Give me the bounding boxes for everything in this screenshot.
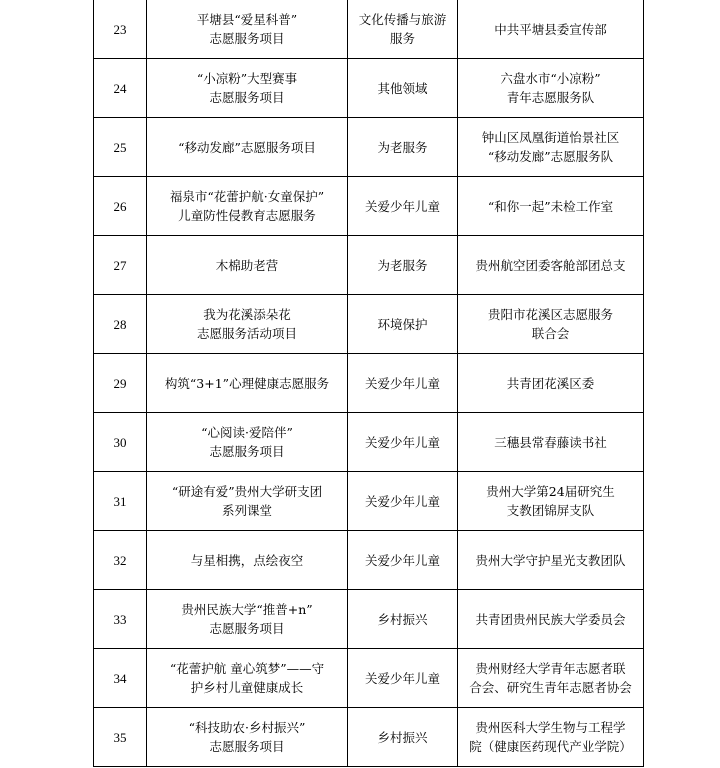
- row-number: 34: [94, 649, 147, 708]
- service-category: 乡村振兴: [348, 708, 458, 767]
- row-number: 23: [94, 0, 147, 59]
- row-number: 24: [94, 59, 147, 118]
- organization: 中共平塘县委宣传部: [458, 0, 644, 59]
- project-name: 与星相携，点绘夜空: [147, 531, 348, 590]
- organization: 贵州财经大学青年志愿者联 合会、研究生青年志愿者协会: [458, 649, 644, 708]
- project-name: 木棉助老营: [147, 236, 348, 295]
- organization: 贵州大学第24届研究生 支教团锦屏支队: [458, 472, 644, 531]
- service-category: 其他领域: [348, 59, 458, 118]
- table-row: [94, 649, 644, 708]
- organization: 贵州大学守护星光支教团队: [458, 531, 644, 590]
- service-category: 关爱少年儿童: [348, 354, 458, 413]
- organization: 贵阳市花溪区志愿服务 联合会: [458, 295, 644, 354]
- table-row: [94, 177, 644, 236]
- organization: 钟山区凤凰街道怡景社区 “移动发廊”志愿服务队: [458, 118, 644, 177]
- organization: 贵州医科大学生物与工程学 院（健康医药现代产业学院）: [458, 708, 644, 767]
- table-row: [94, 0, 644, 59]
- project-name: 我为花溪添朵花 志愿服务活动项目: [147, 295, 348, 354]
- table-body: [94, 0, 644, 767]
- organization: 共青团贵州民族大学委员会: [458, 590, 644, 649]
- row-number: 33: [94, 590, 147, 649]
- project-name: 构筑“3+1”心理健康志愿服务: [147, 354, 348, 413]
- table-row: [94, 413, 644, 472]
- organization: 六盘水市“小凉粉” 青年志愿服务队: [458, 59, 644, 118]
- project-name: “花蕾护航 童心筑梦”——守 护乡村儿童健康成长: [147, 649, 348, 708]
- row-number: 27: [94, 236, 147, 295]
- organization: 贵州航空团委客舱部团总支: [458, 236, 644, 295]
- row-number: 32: [94, 531, 147, 590]
- row-number: 26: [94, 177, 147, 236]
- row-number: 30: [94, 413, 147, 472]
- project-name: 贵州民族大学“推普+n” 志愿服务项目: [147, 590, 348, 649]
- row-number: 29: [94, 354, 147, 413]
- table-row: [94, 472, 644, 531]
- table-row: [94, 708, 644, 767]
- organization: 共青团花溪区委: [458, 354, 644, 413]
- service-category: 乡村振兴: [348, 590, 458, 649]
- table-row: [94, 354, 644, 413]
- project-name: “小凉粉”大型赛事 志愿服务项目: [147, 59, 348, 118]
- service-category: 关爱少年儿童: [348, 531, 458, 590]
- table-row: [94, 59, 644, 118]
- row-number: 31: [94, 472, 147, 531]
- service-category: 为老服务: [348, 236, 458, 295]
- row-number: 35: [94, 708, 147, 767]
- project-name: 平塘县“爱星科普” 志愿服务项目: [147, 0, 348, 59]
- project-name: “科技助农·乡村振兴” 志愿服务项目: [147, 708, 348, 767]
- table-row: [94, 118, 644, 177]
- row-number: 25: [94, 118, 147, 177]
- service-category: 文化传播与旅游 服务: [348, 0, 458, 59]
- service-category: 关爱少年儿童: [348, 413, 458, 472]
- organization: 三穗县常春藤读书社: [458, 413, 644, 472]
- service-category: 环境保护: [348, 295, 458, 354]
- organization: “和你一起”未检工作室: [458, 177, 644, 236]
- table-row: [94, 590, 644, 649]
- project-name: “移动发廊”志愿服务项目: [147, 118, 348, 177]
- volunteer-project-table: [93, 0, 644, 767]
- project-name: 福泉市“花蕾护航·女童保护” 儿童防性侵教育志愿服务: [147, 177, 348, 236]
- service-category: 为老服务: [348, 118, 458, 177]
- service-category: 关爱少年儿童: [348, 177, 458, 236]
- table-row: [94, 295, 644, 354]
- service-category: 关爱少年儿童: [348, 649, 458, 708]
- row-number: 28: [94, 295, 147, 354]
- table-row: [94, 236, 644, 295]
- project-name: “研途有爱”贵州大学研支团 系列课堂: [147, 472, 348, 531]
- project-name: “心阅读·爱陪伴” 志愿服务项目: [147, 413, 348, 472]
- table-row: [94, 531, 644, 590]
- service-category: 关爱少年儿童: [348, 472, 458, 531]
